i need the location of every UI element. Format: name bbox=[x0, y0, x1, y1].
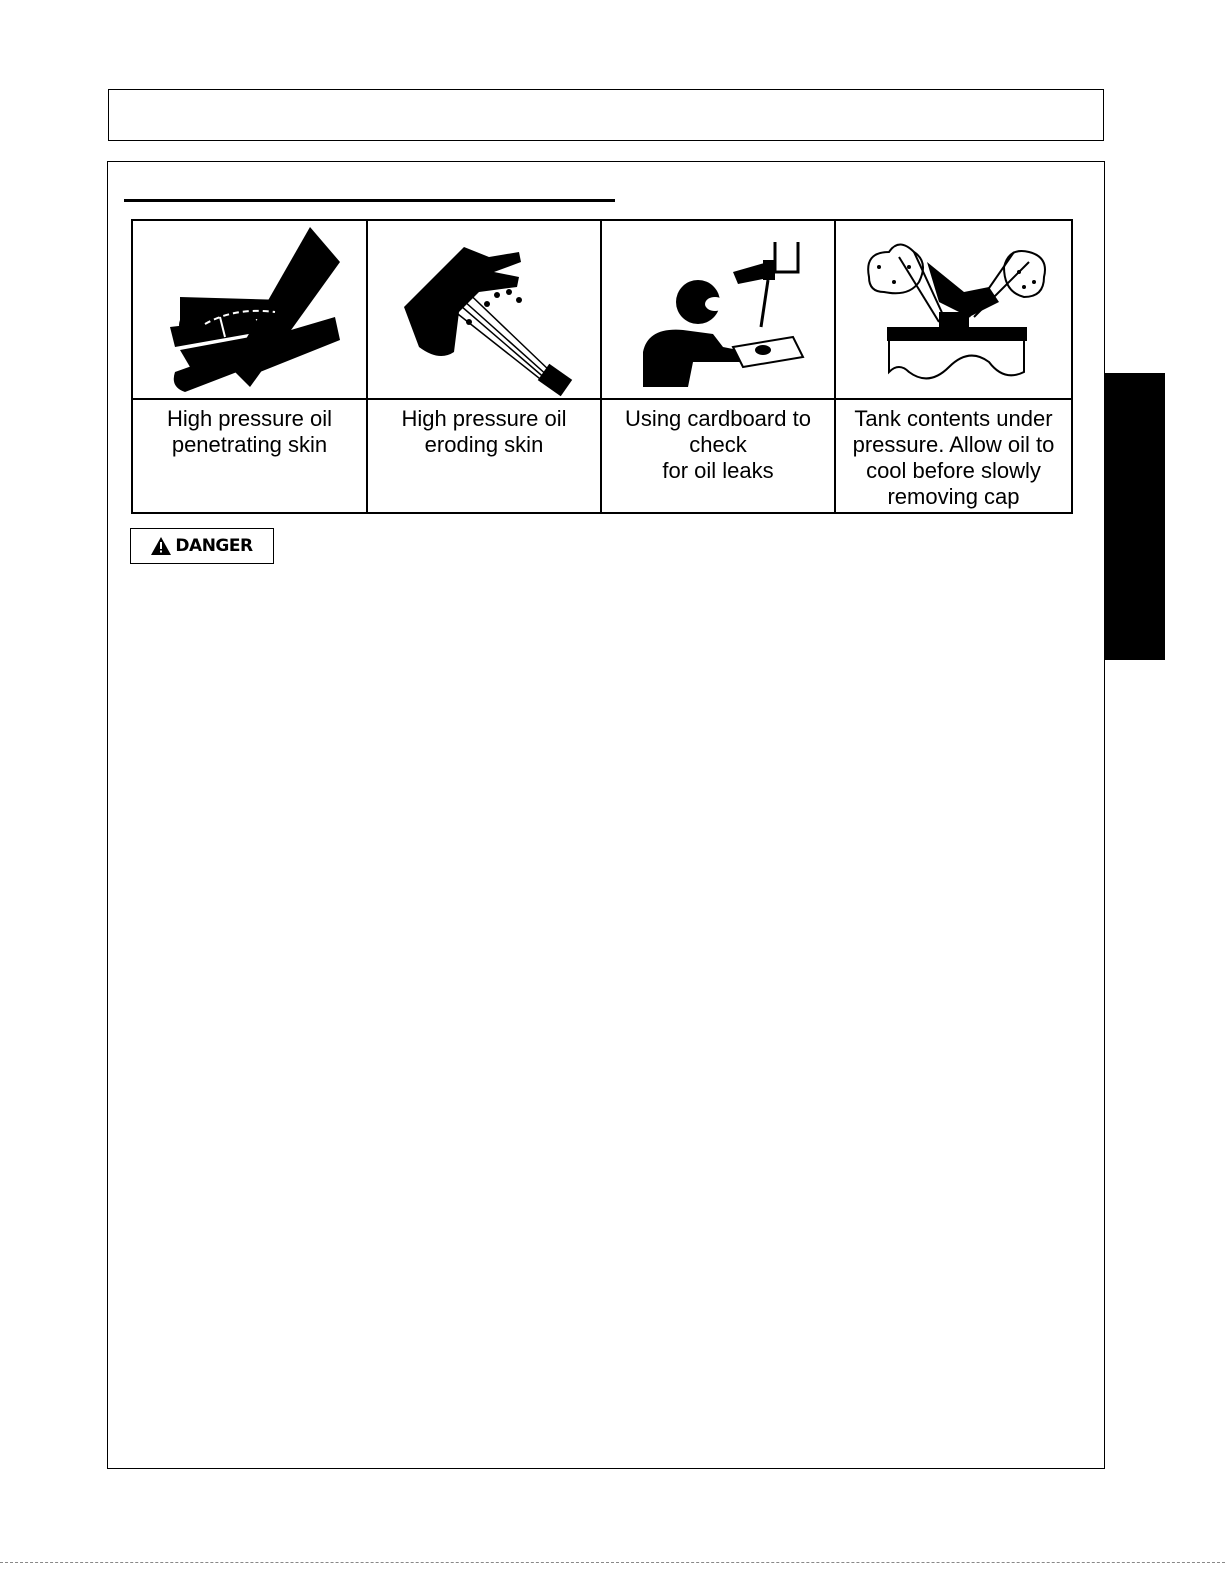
warning-triangle-icon bbox=[151, 537, 171, 555]
hazard-pictogram-table bbox=[131, 219, 1073, 514]
pictogram-cell-2 bbox=[368, 221, 602, 400]
hand-oil-penetration-icon bbox=[135, 222, 365, 397]
cardboard-leak-check-icon bbox=[603, 222, 833, 397]
pictogram-caption-3 bbox=[602, 400, 836, 512]
caption-line: High pressure oil bbox=[166, 406, 333, 431]
pictogram-caption-1 bbox=[133, 400, 368, 512]
danger-text: DANGER bbox=[175, 536, 253, 556]
caption-line: Using cardboard to bbox=[625, 406, 811, 431]
pictogram-caption-4 bbox=[836, 400, 1071, 512]
header-box bbox=[108, 89, 1104, 141]
pictogram-cell-3 bbox=[602, 221, 836, 400]
caption-line: pressure. Allow oil to bbox=[852, 432, 1055, 457]
caption-line: eroding skin bbox=[424, 432, 544, 457]
caption-line: cool before slowly bbox=[866, 458, 1041, 483]
pressurized-tank-cap-icon bbox=[839, 222, 1069, 397]
section-title-rule bbox=[124, 199, 615, 202]
caption-line: penetrating skin bbox=[171, 432, 328, 457]
pictogram-caption-2 bbox=[368, 400, 602, 512]
pictogram-cell-1 bbox=[133, 221, 368, 400]
caption-line: Tank contents under bbox=[854, 406, 1053, 431]
caption-line: High pressure oil bbox=[401, 406, 567, 431]
caption-line: check bbox=[689, 432, 747, 457]
section-side-tab bbox=[1105, 373, 1165, 660]
caption-line: removing cap bbox=[887, 484, 1020, 509]
page-footer-rule bbox=[0, 1562, 1225, 1563]
pictogram-cell-4 bbox=[836, 221, 1071, 400]
hand-oil-erosion-icon bbox=[369, 222, 599, 397]
danger-signal-label bbox=[130, 528, 274, 564]
caption-line: for oil leaks bbox=[662, 458, 774, 483]
